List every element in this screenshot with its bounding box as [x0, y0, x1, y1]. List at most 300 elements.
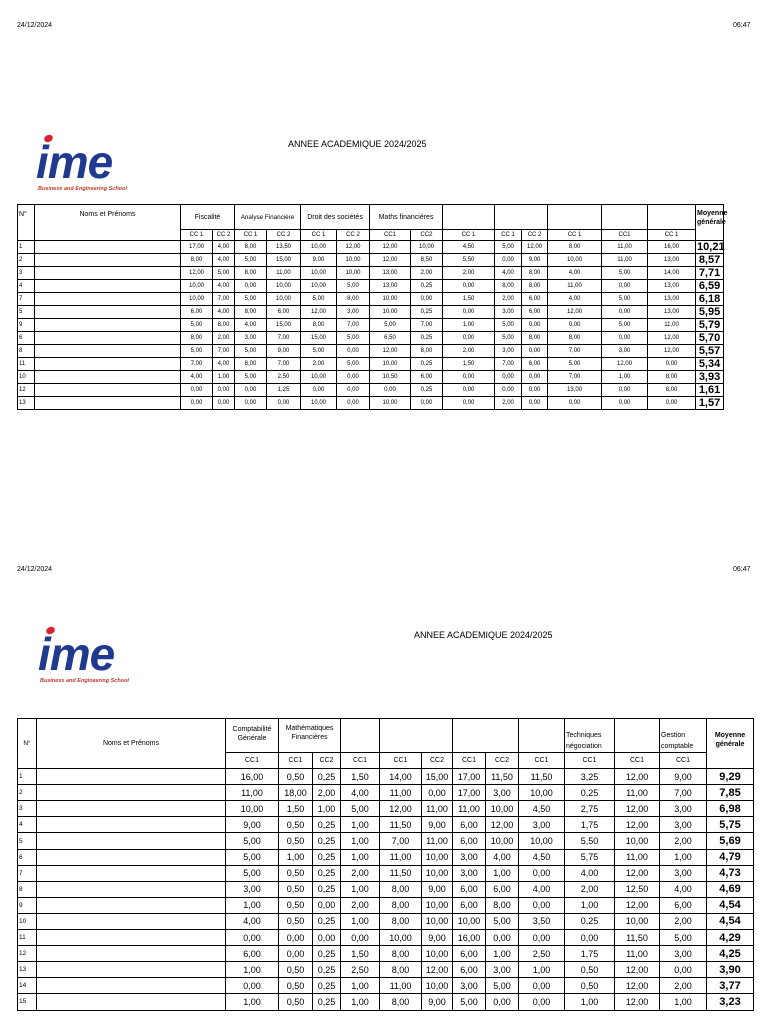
grade-cell: 1,75 — [565, 946, 615, 962]
table-row — [18, 266, 724, 279]
table-row — [18, 383, 724, 396]
grade-cell: 2,50 — [267, 370, 301, 383]
grade-cell: 0,00 — [548, 318, 602, 331]
grade-cell: 1,00 — [602, 370, 648, 383]
table-row — [18, 913, 754, 929]
row-number: 14 — [18, 978, 37, 994]
grade-cell: 4,00 — [213, 279, 235, 292]
average-cell: 3,93 — [696, 370, 724, 383]
row-number: 3 — [18, 801, 37, 817]
grade-cell: 3,00 — [660, 946, 707, 962]
grade-cell: 0,00 — [235, 279, 267, 292]
grade-cell: 8,00 — [648, 370, 696, 383]
grade-cell: 1,50 — [443, 292, 495, 305]
grade-cell: 0,25 — [411, 383, 443, 396]
grade-cell: 0,00 — [648, 357, 696, 370]
page2-title: ANNEE ACADEMIQUE 2024/2025 — [414, 630, 553, 640]
page1-time: 06:47 — [733, 22, 751, 29]
grade-cell: 1,00 — [565, 897, 615, 913]
grade-cell: 11,50 — [519, 769, 565, 785]
grade-cell: 11,00 — [648, 318, 696, 331]
grade-cell: 5,00 — [226, 849, 279, 865]
row-number: 2 — [18, 253, 35, 266]
group-header — [548, 205, 602, 230]
page2-grades-table — [17, 718, 754, 1011]
grade-cell: 8,00 — [495, 279, 522, 292]
row-number: 15 — [18, 994, 37, 1010]
grade-cell: 8,00 — [380, 994, 422, 1010]
grade-cell: 8,00 — [522, 266, 548, 279]
grade-cell: 0,00 — [565, 930, 615, 946]
grade-cell: 10,00 — [615, 913, 660, 929]
table-row — [18, 344, 724, 357]
average-cell: 5,34 — [696, 357, 724, 370]
grade-cell: 8,00 — [411, 344, 443, 357]
col-average-header: Moyenne générale — [707, 719, 754, 769]
row-number: 5 — [18, 833, 37, 849]
row-number: 8 — [18, 881, 37, 897]
grade-cell: 10,50 — [370, 370, 411, 383]
grade-cell: 0,00 — [279, 946, 313, 962]
row-number: 12 — [18, 946, 37, 962]
grade-cell: 3,00 — [486, 962, 519, 978]
grade-cell: 0,00 — [235, 383, 267, 396]
grade-cell: 0,00 — [313, 897, 341, 913]
grade-cell: 0,25 — [313, 946, 341, 962]
grade-cell: 0,00 — [486, 930, 519, 946]
grade-cell: 6,00 — [267, 305, 301, 318]
grade-cell: 5,50 — [443, 253, 495, 266]
page2-time: 06:47 — [733, 566, 751, 573]
grade-cell: 3,00 — [660, 801, 707, 817]
grade-cell: 10,00 — [422, 849, 453, 865]
student-name — [35, 266, 181, 279]
page1-title: ANNEE ACADEMIQUE 2024/2025 — [288, 139, 427, 149]
student-name — [37, 865, 226, 881]
grade-cell: 5,00 — [495, 318, 522, 331]
grade-cell: 3,00 — [226, 881, 279, 897]
grade-cell: 5,00 — [453, 994, 486, 1010]
group-header: Techniques négociation — [565, 719, 615, 753]
grade-cell: 10,00 — [370, 357, 411, 370]
row-number: 13 — [18, 962, 37, 978]
table-row — [18, 962, 754, 978]
grade-cell: 12,00 — [370, 253, 411, 266]
grade-cell: 8,00 — [380, 962, 422, 978]
grade-cell: 8,00 — [648, 383, 696, 396]
grade-cell: 0,00 — [443, 396, 495, 409]
row-number: 1 — [18, 240, 35, 253]
table-group-header — [18, 205, 724, 230]
subheader-cell: CC 2 — [522, 230, 548, 241]
grade-cell: 1,00 — [660, 849, 707, 865]
table-row — [18, 305, 724, 318]
subheader-cell: CC2 — [422, 753, 453, 769]
grade-cell: 15,00 — [267, 253, 301, 266]
grade-cell: 0,25 — [313, 962, 341, 978]
logo-tagline: Business and Engineering School — [40, 678, 129, 684]
grade-cell: 12,00 — [380, 801, 422, 817]
average-cell: 4,69 — [707, 881, 754, 897]
group-header: Gestion comptable — [660, 719, 707, 753]
subheader-cell: CC1 — [226, 753, 279, 769]
average-cell: 5,69 — [707, 833, 754, 849]
grade-cell: 13,00 — [548, 383, 602, 396]
student-name — [35, 305, 181, 318]
col-no-header: N° — [18, 205, 35, 241]
grade-cell: 12,00 — [615, 769, 660, 785]
grade-cell: 5,00 — [602, 292, 648, 305]
grade-cell: 0,00 — [443, 370, 495, 383]
grade-cell: 8,00 — [548, 331, 602, 344]
grade-cell: 1,00 — [226, 897, 279, 913]
grade-cell: 8,00 — [486, 897, 519, 913]
grade-cell: 0,00 — [495, 370, 522, 383]
grade-cell: 5,00 — [235, 253, 267, 266]
grade-cell: 12,00 — [602, 357, 648, 370]
student-name — [37, 881, 226, 897]
grade-cell: 0,00 — [411, 396, 443, 409]
average-cell: 8,57 — [696, 253, 724, 266]
grade-cell: 2,00 — [443, 266, 495, 279]
group-header: Analyse Financière — [235, 205, 301, 230]
grade-cell: 0,00 — [422, 785, 453, 801]
logo-word: ime — [38, 628, 115, 680]
table-row — [18, 253, 724, 266]
grade-cell: 12,50 — [615, 881, 660, 897]
subheader-cell: CC 1 — [301, 230, 337, 241]
subheader-cell: CC1 — [602, 230, 648, 241]
row-number: 10 — [18, 913, 37, 929]
grade-cell: 3,00 — [235, 331, 267, 344]
grade-cell: 0,50 — [279, 817, 313, 833]
average-cell: 3,23 — [707, 994, 754, 1010]
grade-cell: 1,50 — [443, 357, 495, 370]
grade-cell: 0,00 — [602, 279, 648, 292]
subheader-cell: CC1 — [380, 753, 422, 769]
row-number: 10 — [18, 370, 35, 383]
average-cell: 9,29 — [707, 769, 754, 785]
group-header — [341, 719, 380, 753]
row-number: 6 — [18, 849, 37, 865]
grade-cell: 12,00 — [615, 978, 660, 994]
grade-cell: 1,00 — [341, 913, 380, 929]
grade-cell: 10,00 — [301, 279, 337, 292]
table-row — [18, 801, 754, 817]
subheader-cell: CC2 — [313, 753, 341, 769]
col-average-header: Moyenne générale — [696, 205, 724, 241]
grade-cell: 2,00 — [660, 978, 707, 994]
group-header: Mathématiques Financières — [279, 719, 341, 753]
grade-cell: 0,00 — [648, 396, 696, 409]
grade-cell: 12,00 — [370, 344, 411, 357]
grade-cell: 10,00 — [519, 833, 565, 849]
grade-cell: 6,00 — [226, 946, 279, 962]
grade-cell: 10,00 — [422, 865, 453, 881]
grade-cell: 8,00 — [235, 240, 267, 253]
grade-cell: 12,00 — [615, 801, 660, 817]
grade-cell: 2,00 — [411, 266, 443, 279]
grade-cell: 0,50 — [565, 978, 615, 994]
grade-cell: 4,00 — [181, 370, 213, 383]
grade-cell: 0,50 — [279, 978, 313, 994]
grade-cell: 13,50 — [267, 240, 301, 253]
grade-cell: 10,00 — [301, 370, 337, 383]
row-number: 7 — [18, 865, 37, 881]
grade-cell: 12,00 — [648, 344, 696, 357]
table-row — [18, 849, 754, 865]
grade-cell: 4,00 — [548, 292, 602, 305]
row-number: 4 — [18, 279, 35, 292]
average-cell: 7,71 — [696, 266, 724, 279]
grade-cell: 0,00 — [443, 331, 495, 344]
grade-cell: 5,00 — [660, 930, 707, 946]
student-name — [37, 930, 226, 946]
row-number: 6 — [18, 331, 35, 344]
grade-cell: 4,00 — [213, 253, 235, 266]
grade-cell: 7,00 — [267, 357, 301, 370]
grade-cell: 0,00 — [602, 396, 648, 409]
student-name — [35, 370, 181, 383]
student-name — [37, 962, 226, 978]
subheader-cell: CC 2 — [267, 230, 301, 241]
grade-cell: 0,50 — [279, 962, 313, 978]
grade-cell: 5,00 — [486, 978, 519, 994]
grade-cell: 1,00 — [486, 946, 519, 962]
grade-cell: 5,00 — [495, 331, 522, 344]
grade-cell: 8,00 — [235, 357, 267, 370]
col-name-header: Noms et Prénoms — [37, 719, 226, 769]
grade-cell: 4,50 — [519, 849, 565, 865]
group-header — [380, 719, 453, 753]
subheader-cell: CC 2 — [337, 230, 370, 241]
grade-cell: 17,00 — [453, 769, 486, 785]
grade-cell: 6,00 — [522, 357, 548, 370]
group-header: Comptabilité Générale — [226, 719, 279, 753]
grade-cell: 0,00 — [443, 305, 495, 318]
grade-cell: 0,00 — [522, 344, 548, 357]
grade-cell: 6,50 — [370, 331, 411, 344]
grade-cell: 10,00 — [226, 801, 279, 817]
student-name — [35, 357, 181, 370]
grade-cell: 5,00 — [226, 833, 279, 849]
subheader-cell: CC1 — [565, 753, 615, 769]
grade-cell: 0,00 — [301, 383, 337, 396]
grade-cell: 11,50 — [380, 817, 422, 833]
row-number: 8 — [18, 344, 35, 357]
grade-cell: 5,00 — [337, 331, 370, 344]
student-name — [35, 279, 181, 292]
grade-cell: 8,00 — [337, 292, 370, 305]
grade-cell: 0,00 — [411, 292, 443, 305]
grade-cell: 11,00 — [267, 266, 301, 279]
average-cell: 3,77 — [707, 978, 754, 994]
grade-cell: 8,00 — [380, 881, 422, 897]
grade-cell: 0,00 — [660, 962, 707, 978]
grade-cell: 10,00 — [615, 833, 660, 849]
grade-cell: 0,00 — [519, 994, 565, 1010]
grade-cell: 7,00 — [495, 357, 522, 370]
row-number: 9 — [18, 897, 37, 913]
grade-cell: 0,00 — [519, 930, 565, 946]
grade-cell: 0,50 — [279, 897, 313, 913]
grade-cell: 9,00 — [422, 930, 453, 946]
subheader-cell: CC2 — [486, 753, 519, 769]
row-number: 12 — [18, 383, 35, 396]
grade-cell: 0,00 — [519, 865, 565, 881]
grade-cell: 0,00 — [337, 383, 370, 396]
student-name — [37, 946, 226, 962]
grade-cell: 12,00 — [615, 962, 660, 978]
student-name — [37, 833, 226, 849]
grade-cell: 15,00 — [422, 769, 453, 785]
grade-cell: 0,00 — [226, 978, 279, 994]
grade-cell: 10,00 — [453, 913, 486, 929]
grade-cell: 3,00 — [660, 817, 707, 833]
grade-cell: 8,00 — [380, 913, 422, 929]
grade-cell: 14,00 — [380, 769, 422, 785]
grade-cell: 4,00 — [495, 266, 522, 279]
grade-cell: 7,00 — [213, 344, 235, 357]
grade-cell: 12,00 — [615, 865, 660, 881]
grade-cell: 10,00 — [267, 279, 301, 292]
grade-cell: 11,00 — [380, 978, 422, 994]
grade-cell: 5,00 — [235, 370, 267, 383]
grade-cell: 11,00 — [602, 240, 648, 253]
table-row — [18, 357, 724, 370]
grade-cell: 1,00 — [341, 849, 380, 865]
grade-cell: 0,25 — [313, 865, 341, 881]
grade-cell: 3,00 — [486, 785, 519, 801]
grade-cell: 0,25 — [313, 913, 341, 929]
average-cell: 5,70 — [696, 331, 724, 344]
page1-logo — [36, 133, 126, 197]
grade-cell: 5,00 — [341, 801, 380, 817]
grade-cell: 9,00 — [267, 344, 301, 357]
grade-cell: 2,00 — [565, 881, 615, 897]
grade-cell: 10,00 — [422, 913, 453, 929]
grade-cell: 2,00 — [341, 897, 380, 913]
grade-cell: 5,00 — [235, 344, 267, 357]
grade-cell: 0,00 — [341, 930, 380, 946]
average-cell: 6,59 — [696, 279, 724, 292]
grade-cell: 1,00 — [565, 994, 615, 1010]
grade-cell: 1,00 — [341, 978, 380, 994]
subheader-cell: CC1 — [279, 753, 313, 769]
grade-cell: 4,00 — [213, 240, 235, 253]
grade-cell: 0,00 — [602, 305, 648, 318]
grade-cell: 0,00 — [181, 383, 213, 396]
student-name — [37, 897, 226, 913]
grade-cell: 5,00 — [602, 266, 648, 279]
subheader-cell: CC 1 — [235, 230, 267, 241]
grade-cell: 3,00 — [453, 978, 486, 994]
table-row — [18, 396, 724, 409]
row-number: 11 — [18, 357, 35, 370]
grade-cell: 10,00 — [422, 897, 453, 913]
table-row — [18, 370, 724, 383]
grade-cell: 0,00 — [519, 897, 565, 913]
student-name — [35, 292, 181, 305]
grade-cell: 8,00 — [548, 240, 602, 253]
table-row — [18, 833, 754, 849]
grade-cell: 1,00 — [519, 962, 565, 978]
grade-cell: 11,50 — [486, 769, 519, 785]
grade-cell: 1,50 — [341, 769, 380, 785]
grade-cell: 10,00 — [337, 266, 370, 279]
grade-cell: 7,00 — [548, 344, 602, 357]
grade-cell: 15,00 — [301, 331, 337, 344]
grade-cell: 5,00 — [213, 266, 235, 279]
grade-cell: 7,00 — [548, 370, 602, 383]
table-row — [18, 292, 724, 305]
grade-cell: 0,00 — [522, 383, 548, 396]
average-cell: 5,57 — [696, 344, 724, 357]
student-name — [37, 978, 226, 994]
grade-cell: 4,00 — [519, 881, 565, 897]
group-header — [648, 205, 696, 230]
student-name — [35, 318, 181, 331]
student-name — [37, 801, 226, 817]
grade-cell: 0,25 — [313, 817, 341, 833]
grade-cell: 12,00 — [522, 240, 548, 253]
grade-cell: 6,00 — [453, 897, 486, 913]
student-name — [35, 396, 181, 409]
grade-cell: 7,00 — [181, 357, 213, 370]
page2-logo — [38, 625, 128, 689]
grade-cell: 2,75 — [565, 801, 615, 817]
row-number: 5 — [18, 305, 35, 318]
group-header — [519, 719, 565, 753]
grade-cell: 10,00 — [267, 292, 301, 305]
grade-cell: 3,00 — [519, 817, 565, 833]
table-group-header — [18, 719, 754, 753]
grade-cell: 4,00 — [548, 266, 602, 279]
table-row — [18, 279, 724, 292]
subheader-cell: CC1 — [519, 753, 565, 769]
grade-cell: 0,00 — [337, 396, 370, 409]
average-cell: 5,79 — [696, 318, 724, 331]
subheader-cell: CC 1 — [181, 230, 213, 241]
grade-cell: 0,00 — [370, 383, 411, 396]
grade-cell: 16,00 — [648, 240, 696, 253]
grade-cell: 0,25 — [411, 279, 443, 292]
grade-cell: 2,00 — [660, 833, 707, 849]
group-header — [453, 719, 519, 753]
col-name-header: Noms et Prénoms — [35, 205, 181, 241]
grade-cell: 0,00 — [522, 396, 548, 409]
subheader-cell: CC1 — [660, 753, 707, 769]
table-row — [18, 785, 754, 801]
grade-cell: 3,00 — [660, 865, 707, 881]
grade-cell: 9,00 — [226, 817, 279, 833]
average-cell: 1,61 — [696, 383, 724, 396]
grade-cell: 3,00 — [453, 849, 486, 865]
average-cell: 5,75 — [707, 817, 754, 833]
row-number: 2 — [18, 785, 37, 801]
average-cell: 7,85 — [707, 785, 754, 801]
grade-cell: 1,00 — [226, 994, 279, 1010]
grade-cell: 17,00 — [453, 785, 486, 801]
subheader-cell: CC1 — [453, 753, 486, 769]
grade-cell: 0,00 — [495, 253, 522, 266]
logo-word: ime — [36, 136, 113, 188]
grade-cell: 13,00 — [648, 279, 696, 292]
grade-cell: 0,25 — [411, 305, 443, 318]
grade-cell: 11,00 — [615, 946, 660, 962]
page2-date: 24/12/2024 — [17, 566, 53, 573]
average-cell: 1,57 — [696, 396, 724, 409]
